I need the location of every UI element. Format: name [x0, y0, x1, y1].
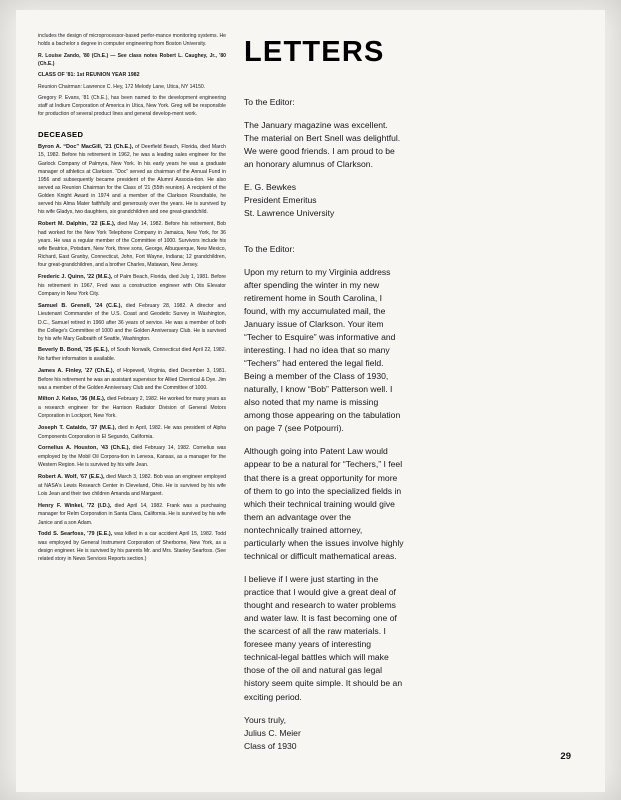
letter-signature-line: E. G. Bewkes	[244, 182, 297, 193]
page-sheet	[16, 10, 605, 792]
obituary-text: died May 14, 1982. Before his retirement, Bob had worked for the New York Telephone Company in Jamaica, New York, for 36 years. He was a regular member of the Committee of 1000. Survivors include his wife Beatrice, Potsdam, New York, three sons, George, Albuquerque, New Mexico, Richard, East Granby, Connecticut, John, Fort Wayne, Indiana; 12 grandchildren, four great-grandchildren, and a brother Charles, Matawan, New Jersey.	[38, 221, 227, 269]
obituary-name: Henry F. Winkel, '72 (I.D.),	[38, 502, 112, 509]
obituary-name: Todd S. Searfoss, '79 (E.E.),	[38, 531, 113, 538]
letter-paragraph: Upon my return to my Virginia address after spending the winter in my new retirement home in South Carolina, I found, with my accumulated mail, the January issue of Clarkson. Your item “Techer to Esquire” was informative and interesting. I had no idea that so many “Techers” had entered the legal field. Being a member of the Class of 1930, naturally, I know “Bob” Patterson well. I also noted that my name is missing among those appearing on the tabulation on page 7 (see Potpourri).	[244, 266, 401, 434]
letter-paragraph: The January magazine was excellent. The material on Bert Snell was delightful. We were good friends. I am proud to be an honorary alumnus of Clarkson.	[244, 120, 401, 170]
obituary-name: James A. Finley, '27 (Ch.E.),	[38, 367, 115, 374]
obituary-entry	[38, 367, 226, 392]
class-notes-intro	[38, 32, 226, 119]
obituary-text: died February 2, 1982. He worked for many years as a research engineer for the Harrison Radiator Division of General Motors Corporation in Lockport, New York.	[38, 396, 226, 420]
obituary-entry	[38, 346, 226, 363]
letter-signature-line: Yours truly,	[244, 714, 287, 725]
obituary-name: Milton J. Kelso, '36 (M.E.),	[38, 396, 106, 403]
obituary-entry	[38, 143, 226, 217]
page-title: LETTERS	[244, 36, 385, 68]
letter-signature-line: President Emeritus	[244, 195, 317, 206]
letter-signature-line: Class of 1930	[244, 740, 297, 751]
obituary-text: died April 14, 1982. Frank was a purchasing manager for Relm Corporation in Santa Clara, California. He is survived by his wife Janice and a son Adam.	[38, 502, 227, 526]
intro-paragraph: includes the design of microprocessor-based perfor-mance monitoring systems. He holds a bachelor s degree in computer engineering from Boston University.	[38, 33, 226, 48]
obituary-text: of Hopewell, Virginia, died December 3, 1981. Before his retirement he was an assistant supervisor for Allied Chemical & Dye. Jim was a member of the Golden Anniversary Club and the Committee of 1000.	[38, 367, 226, 391]
page-number: 29	[560, 751, 571, 762]
obituary-entry	[38, 220, 226, 270]
obituary-entry	[38, 473, 226, 498]
obituary-entry	[38, 302, 226, 343]
letter-signature-line: Julius C. Meier	[244, 727, 301, 738]
intro-paragraph: Reunion Chairman: Lawrence C. Hey, 172 Melody Lane, Utica, NY 14150.	[38, 83, 206, 90]
obituary-text: died February 28, 1982. A director and Lieutenant Commander of the U.S. Coast and Geodetic Survey in Washington, D.C., Samuel retired in 1960 after 36 years of service. He was a member of both the College's Committee of 1000 and the Golden Anniversary Club. He is survived by his wife Mary Galbraith of Seattle, Washington.	[38, 302, 226, 342]
obituary-name: Joseph T. Cataldo, '37 (M.E.),	[38, 425, 116, 432]
letter-signature-line: St. Lawrence University	[244, 208, 335, 219]
obituary-text: died in April, 1982. He was president of Alpha Components Corporation in El Segundo, California.	[38, 425, 226, 440]
obituary-name: Frederic J. Quinn, '22 (M.E.),	[38, 274, 113, 280]
obituary-name: Byron A. “Doc” MacGill, '21 (Ch.E.),	[38, 143, 134, 150]
obituary-entry	[38, 273, 226, 298]
obituary-name: Cornelius A. Houston, '43 (Ch.E.),	[38, 445, 130, 452]
letter-paragraph: Although going into Patent Law would appear to be a natural for “Techers,” I feel that there is a great opportunity for more of them to go into the specialized fields in which their technical training would give them an advantage over the nontechnically trained attorney, particularly when the issues involve highly technical or difficult mathematical areas.	[244, 446, 404, 561]
obituary-name: Robert A. Wolf, '67 (E.E.),	[38, 474, 105, 481]
obituary-name: Beverly B. Bond, '25 (E.E.),	[38, 347, 110, 354]
letters-column	[244, 32, 404, 763]
obituary-entry	[38, 530, 226, 563]
letters-body	[244, 96, 404, 753]
obituary-entry	[38, 424, 226, 441]
obituary-text: died February 14, 1982. Cornelius was employed by the Mobil Oil Corpora-tion in Lenexa, Kansas, as a manager for the Western Region. He is survived by his wife Jean.	[38, 445, 226, 469]
obituary-text: was killed in a car accident April 15, 1982. Todd was employed by General Instrument Corporation of Sherborne, New York, as a design engineer. He is survived by his parents Mr. and Mrs. Stanley Searfoss. (See related story in News Services Reports section.)	[38, 531, 226, 563]
intro-paragraph: Gregory P. Evans, '81 (Ch.E.), has been named to the development engineering staff at Indium Corporation of America in Utica, New York. Greg will be responsible for production of several product lines and general develop-ment work.	[38, 94, 226, 118]
obituary-entry	[38, 502, 226, 527]
obituary-text: died March 3, 1982. Bob was an engineer employed at NASA's Lewis Research Center in Cleveland, Ohio. He is survived by his wife Lois Jean and their two children Amanda and Margaret.	[38, 474, 226, 497]
obituary-name: Robert M. Dalphin, '22 (E.E.),	[38, 221, 116, 227]
letter-salutation: To the Editor:	[244, 243, 295, 254]
obituary-text: of Deerfield Beach, Florida, died March 15, 1982. Before his retirement in 1962, he was a leading sales engineer for the Garlock Company of Palmyra, New York. In his early years he was a graduate manager of athletics at Clarkson. “Doc” served as chairman of the Annual Fund in 1956 and subsequently became president of the Alumni Associa-tion. He also served as Reunion Chairman for the Class of '21 (55th reunion). A recipient of the Golden Knight Award in 1974 and a member of the Clarkson Roundtable, he served his Alma Mater faithfully and generously over the years. He is survived by his wife Gladys, two daughters, six grandchildren and one great-grandchild.	[38, 143, 226, 216]
obituary-text: of South Norwalk, Connecticut died April 22, 1982. No further information is available.	[38, 347, 227, 363]
letter-divider	[244, 231, 404, 243]
obituary-entry	[38, 395, 226, 420]
deceased-heading: DECEASED	[38, 129, 84, 139]
intro-paragraph: R. Louise Zando, '80 (Ch.E.) — See class notes Robert L. Caughey, Jr., '80 (Ch.E.)	[38, 52, 226, 67]
obituary-entry	[38, 444, 226, 469]
obituary-list	[38, 143, 226, 564]
obituary-text: of Palm Beach, Florida, died July 1, 1981. Before his retirement in 1967, Fred was a construction engineer with Otis Elevator Company in New York City.	[38, 274, 226, 297]
letter-paragraph: I believe if I were just starting in the practice that I would give a great deal of thought and research to water problems and water law. It is fast becoming one of the scarcest of all the raw materials. I foresee many years of interesting technical-legal battles which will make those of the oil and natural gas legal history seem quite simple. It should be an exciting period.	[244, 573, 403, 702]
left-column	[38, 32, 226, 567]
class-of-heading: CLASS OF '81: 1st REUNION YEAR 1982	[38, 72, 140, 78]
letter-salutation: To the Editor:	[244, 97, 295, 107]
obituary-name: Samuel B. Grenell, '24 (C.E.),	[38, 302, 123, 309]
